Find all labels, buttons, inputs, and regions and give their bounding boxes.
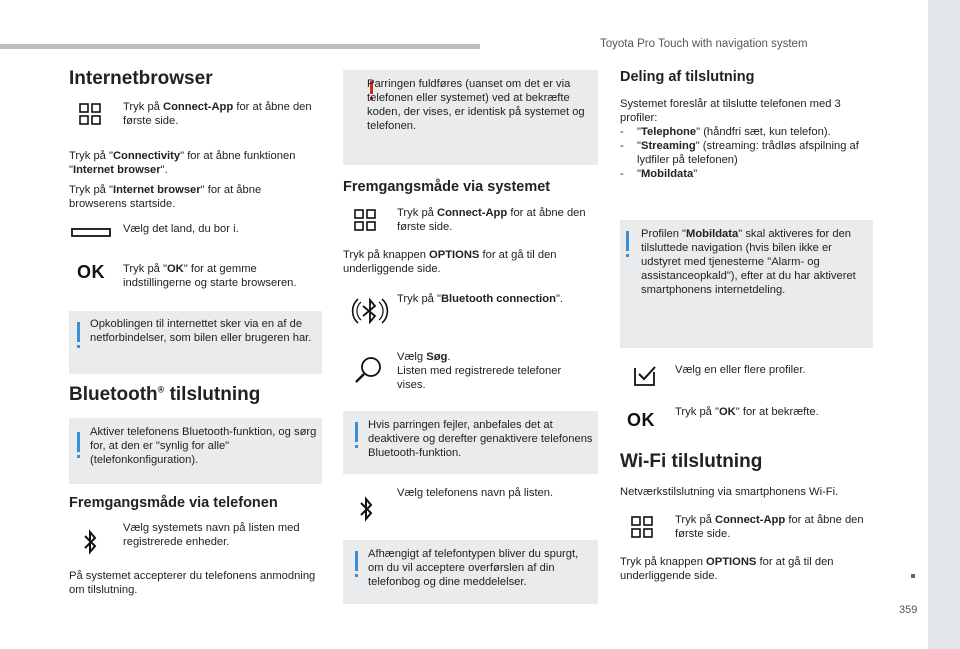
- running-header: Toyota Pro Touch with navigation system: [600, 38, 808, 50]
- info-icon-dot: [77, 345, 80, 348]
- info-note-connection: [69, 311, 322, 374]
- info-icon-dot: [355, 445, 358, 448]
- system-options-instruction: Tryk på knappen OPTIONS for at gå til den underliggende side.: [343, 249, 557, 275]
- transfer-note-text: Afhængigt af telefontypen bliver du spurgt, om du vil acceptere overførslen af din telefonbog og dine meddelelser.: [368, 548, 579, 588]
- list-item: - "Streaming" (streaming: trådløs afspilning af lydfiler på telefonen): [620, 140, 859, 166]
- info-icon: [77, 432, 80, 452]
- bluetooth-connection-instruction: Tryk på "Bluetooth connection".: [397, 293, 564, 305]
- connect-app-instruction: Tryk på Connect-App for at åbne den første side.: [123, 101, 312, 127]
- info-icon-dot: [77, 455, 80, 458]
- wifi-options-instruction: Tryk på knappen OPTIONS for at gå til den underliggende side.: [620, 556, 834, 582]
- phone-accept-instruction: På systemet accepterer du telefonens anmodning om tilslutning.: [69, 570, 316, 596]
- list-item: - "Telephone" (håndfri sæt, kun telefon).: [620, 126, 831, 138]
- info-icon: [355, 551, 358, 571]
- header-rule: [0, 44, 480, 49]
- connect-app-icon: [354, 209, 376, 231]
- connect-app-icon: [631, 516, 653, 538]
- info-icon: [355, 422, 358, 442]
- ok-instruction: Tryk på "OK" for at gemme indstillingerne og starte browseren.: [123, 263, 297, 289]
- search-icon: [353, 355, 383, 385]
- info-note-mobildata: [620, 220, 873, 348]
- fail-note-text: Hvis parringen fejler, anbefales det at deaktivere og derefter genaktivere telefonens Bluetooth-funktion.: [368, 419, 593, 459]
- bluetooth-icon: [83, 528, 97, 556]
- warning-note-text: Parringen fuldføres (uanset om det er via telefonen eller systemet) ved at bekræfte koden, der vises, er identisk på systemet og telefonen.: [367, 78, 585, 132]
- connectivity-instruction: Tryk på "Connectivity" for at åbne funktionen "Internet browser".: [69, 150, 296, 176]
- info-icon: [77, 322, 80, 342]
- info-icon: [626, 231, 629, 251]
- profile-list: [620, 125, 875, 181]
- connect-app-icon: [79, 103, 101, 125]
- bluetooth-note-text: Aktiver telefonens Bluetooth-funktion, og sørg for, at den er "synlig for alle" (telefonkonfiguration).: [90, 426, 317, 466]
- system-procedure-heading: Fremgangsmåde via systemet: [343, 179, 551, 195]
- country-list-icon: [71, 228, 111, 238]
- internetbrowser-heading: Internetbrowser: [69, 68, 213, 89]
- country-instruction: Vælg det land, du bor i.: [123, 223, 239, 235]
- checkbox-icon: [634, 366, 656, 386]
- choose-profiles-instruction: Vælg en eller flere profiler.: [675, 364, 806, 376]
- phone-procedure-heading: Fremgangsmåde via telefonen: [69, 495, 278, 511]
- info-icon-dot: [355, 574, 358, 577]
- wifi-intro: Netværkstilslutning via smartphonens Wi-Fi.: [620, 486, 839, 498]
- internet-browser-instruction: Tryk på "Internet browser" for at åbne browserens startside.: [69, 184, 262, 210]
- ok-icon: OK: [627, 410, 655, 430]
- info-note-pairing-fail: [343, 411, 598, 474]
- info-icon-dot: [626, 254, 629, 257]
- select-phone-instruction: Vælg telefonens navn på listen.: [397, 487, 554, 499]
- wifi-heading: Wi-Fi tilslutning: [620, 451, 763, 472]
- sharing-intro: Systemet foreslår at tilslutte telefonen med 3 profiler:: [620, 98, 841, 124]
- info-note-bluetooth: [69, 418, 322, 484]
- bluetooth-heading: Bluetooth® tilslutning: [69, 384, 261, 405]
- page-marker: [911, 574, 915, 578]
- wifi-connect-app-instruction: Tryk på Connect-App for at åbne den første side.: [675, 514, 864, 540]
- page-edge-strip: [928, 0, 960, 649]
- phone-select-instruction: Vælg systemets navn på listen med registrerede enheder.: [123, 522, 300, 548]
- search-instruction: Vælg Søg. Listen med registrerede telefoner vises.: [397, 351, 562, 391]
- list-item: - "Mobildata": [620, 168, 698, 180]
- info-note-text: Opkoblingen til internettet sker via en af de netforbindelser, som bilen eller brugeren har.: [90, 318, 312, 344]
- ok-icon: OK: [77, 262, 105, 282]
- bluetooth-connection-icon: [349, 290, 391, 332]
- confirm-instruction: Tryk på "OK" for at bekræfte.: [675, 406, 819, 418]
- mobildata-note-text: Profilen "Mobildata" skal aktiveres for den tilsluttede navigation (hvis bilen ikke er udstyret med tjenesterne "Alarm- og assistanceopkald"), efter at du har aktiveret smartphonens internetdeling.: [641, 228, 856, 296]
- bluetooth-icon: [359, 495, 373, 523]
- sharing-heading: Deling af tilslutning: [620, 69, 755, 85]
- warning-note-pairing: [343, 70, 598, 165]
- system-connect-app-instruction: Tryk på Connect-App for at åbne den første side.: [397, 207, 586, 233]
- info-note-transfer: [343, 540, 598, 604]
- page-number: 359: [899, 604, 918, 616]
